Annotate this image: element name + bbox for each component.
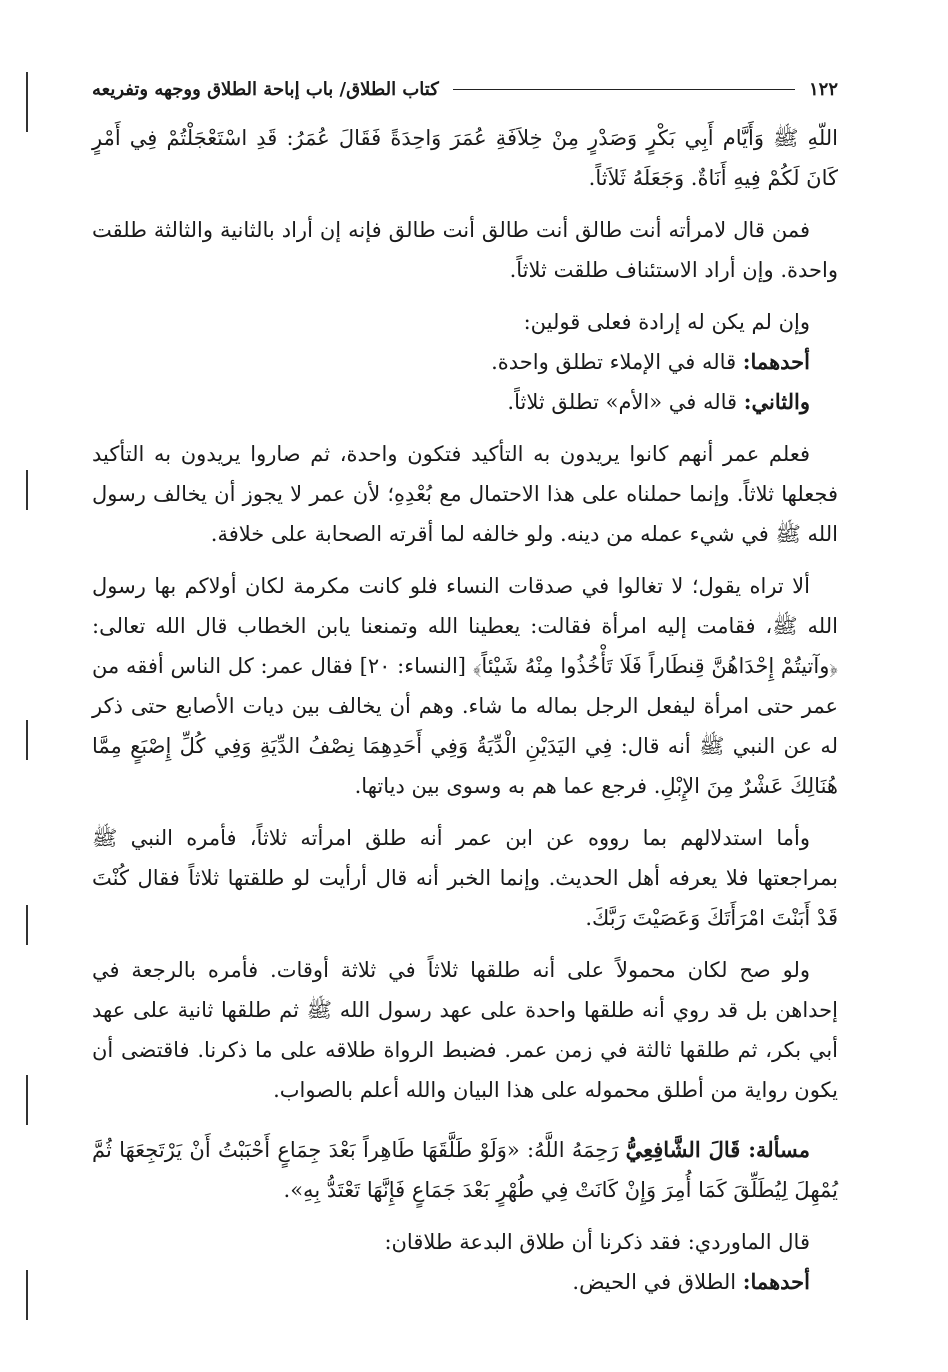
paragraph-text: رَحِمَهُ اللَّهُ: «وَلَوْ طَلَّقَهَا طَاهِراً بَعْدَ جِمَاعٍ أَحْبَبْتُ أَنْ يَرْتَجِعَهَا ثُمَّ يُمْهِلَ لِيُطَلِّقَ كَمَا أُمِرَ وَإِنْ كَانَتْ فِي طُهْرٍ بَعْدَ جَمَاعٍ فَإِنَّهَا تَعْتَدُّ بِهِ». bbox=[92, 1138, 838, 1202]
paragraph: وإن لم يكن له إرادة فعلى قولين: bbox=[523, 310, 810, 334]
paragraph-text: قاله في الإملاء تطلق واحدة. bbox=[491, 350, 743, 374]
running-title: كتاب الطلاق/ باب إباحة الطلاق ووجهه وتفريعه bbox=[92, 78, 439, 100]
page-body bbox=[92, 118, 838, 1314]
paragraph: اللّهِ ﷺ وَأَيَّام أَبِي بَكْرٍ وَصَدْرٍ مِنْ خِلاَفَةِ عُمَرَ وَاحِدَةً فَقَالَ عُمَرُ: قَدِ اسْتَعْجَلْتُمْ فِي أَمْرٍ كَانَ لَكُمْ فِيهِ أَنَاةٌ. وَجَعَلَهُ ثَلاَثاً. bbox=[92, 126, 838, 190]
paragraph-lead: مسألة: قَالَ الشَّافِعِيُّ bbox=[625, 1137, 810, 1162]
paragraph bbox=[92, 1262, 838, 1302]
header-rule bbox=[453, 89, 795, 90]
paragraph: ألا تراه يقول؛ لا تغالوا في صدقات النساء فلو كانت مكرمة لكان أولاكم بها رسول الله ﷺ، فقامت إليه امرأة فقالت: يعطينا الله وتمنعنا يابن الخطاب قال الله تعالى: ﴿وآتيتُمْ إِحْدَاهُنَّ قِنطَاراً فَلَا تَأْخُذُوا مِنْهُ شَيْئاً﴾ [النساء: ٢٠] فقال عمر: كل الناس أفقه من عمر حتى امرأة ليفعل الرجل بماله ما شاء. وهم أن يخالف بين ديات الأصابع حتى ذكر له عن النبي ﷺ أنه قال: فِي اليَدَيْنِ الْدِّيَةُ وَفِي أَحَدِهِمَا نِصْفُ الدِّيَةِ وَفِي كُلِّ إِصْبَعٍ مِمَّا هُنَالِكَ عَشْرٌ مِنَ الإِبْلِ. فرجع عما هم به وسوى بين دياتها. bbox=[92, 574, 839, 798]
running-header bbox=[92, 72, 838, 106]
paragraph: ولو صح لكان محمولاً على أنه طلقها ثلاثاً في ثلاثة أوقات. فأمره بالرجعة في إحداهن بل قد روي أنه طلقها واحدة على عهد رسول الله ﷺ ثم طلقها ثانية على عهد أبي بكر، ثم طلقها ثالثة في زمن عمر. فضبط الرواة طلاقه على ما ذكرنا. فاقتضى أن يكون رواية من أطلق محموله على هذا البيان والله أعلم بالصواب. bbox=[92, 958, 838, 1102]
paragraph: فعلم عمر أنهم كانوا يريدون به التأكيد فتكون واحدة، ثم صاروا يريدون به التأكيد فجعلها ثلاثاً. وإنما حملناه على هذا الاحتمال مع بُعْدِهِ؛ لأن عمر لا يجوز أن يخالف رسول الله ﷺ في شيء عمله من دينه. ولو خالفه لما أقرته الصحابة على خلافة. bbox=[92, 442, 838, 546]
paragraph-lead: أحدهما: bbox=[742, 1269, 810, 1294]
scan-edge-marks bbox=[26, 0, 30, 1372]
paragraph-text: الطلاق في الحيض. bbox=[572, 1270, 743, 1294]
paragraph: قال الماوردي: فقد ذكرنا أن طلاق البدعة طلاقان: bbox=[384, 1230, 810, 1254]
paragraph-lead: أحدهما: bbox=[742, 349, 810, 374]
paragraph: وأما استدلالهم بما رووه عن ابن عمر أنه طلق امرأته ثلاثاً، فأمره النبي ﷺ بمراجعتها فلا يعرفه أهل الحديث. وإنما الخبر أنه قال أرأيت لو طلقتها ثلاثاً فقال كُنْتَ قَدْ أَبَنْتَ امْرَأَتَكَ وَعَصَيْتَ رَبَّكَ. bbox=[92, 826, 838, 930]
paragraph bbox=[92, 342, 838, 382]
page-number: ١٢٢ bbox=[808, 78, 838, 100]
paragraph bbox=[92, 382, 838, 422]
paragraph-lead: والثاني: bbox=[743, 389, 810, 414]
paragraph bbox=[92, 1130, 838, 1210]
paragraph-text: قاله في «الأم» تطلق ثلاثاً. bbox=[507, 390, 744, 414]
paragraph: فمن قال لامرأته أنت طالق أنت طالق أنت طالق فإنه إن أراد بالثانية والثالثة طلقت واحدة. وإن أراد الاستئناف طلقت ثلاثاً. bbox=[92, 218, 838, 282]
